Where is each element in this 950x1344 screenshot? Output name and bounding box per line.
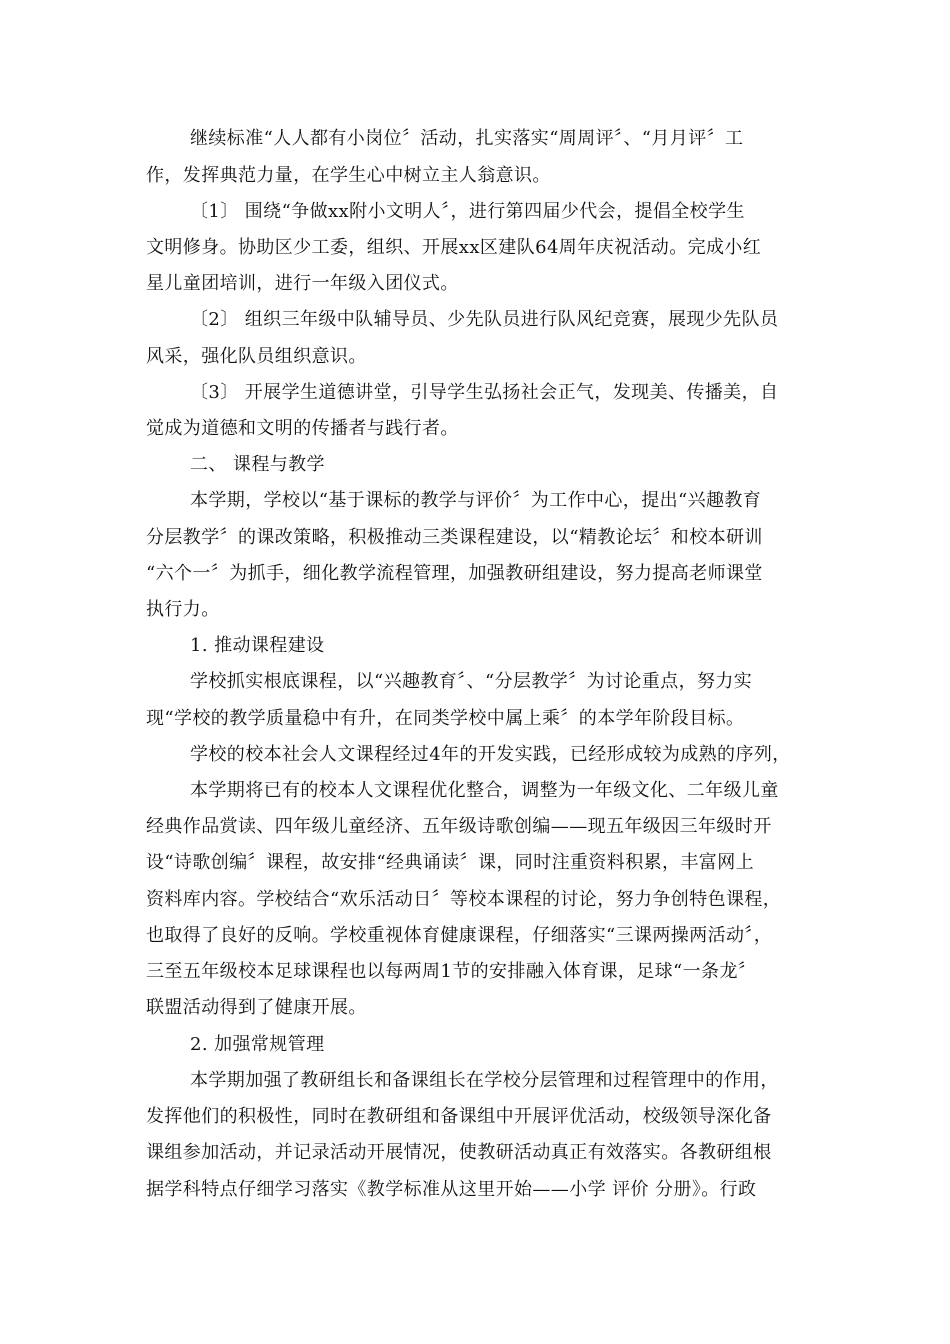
text-line: 学校抓实根底课程，以“兴趣教育〞、“分层教学〞为讨论重点，努力实 [190,671,753,692]
text-line: 联盟活动得到了健康开展。 [146,997,367,1018]
text-line: 也取得了良好的反响。学校重视体育健康课程，仔细落实“三课两操两活动〞， [146,925,773,946]
text-line: 风采，强化队员组织意识。 [146,346,367,367]
text-line: 学校的校本社会人文课程经过4年的开发实践，已经形成较为成熟的序列， [190,744,791,765]
list-item-2: 〔2〕 组织三年级中队辅导员、少先队员进行队风纪竞赛，展现少先队员 [190,309,779,330]
text-line: 现“学校的教学质量稳中有升，在同类学校中属上乘〞的本学年阶段目标。 [146,708,745,729]
text-line: 文明修身。协助区少工委，组织、开展xx区建队64周年庆祝活动。完成小红 [146,237,762,258]
text-line: 设“诗歌创编〞课程，故安排“经典诵读〞课，同时注重资料积累，丰富网上 [146,852,755,873]
text-line: 执行力。 [146,599,220,620]
section-heading: 二、 课程与教学 [190,454,325,475]
subsection-heading: 1. 推动课程建设 [190,635,325,656]
text-line: 星儿童团培训，进行一年级入团仪式。 [146,273,459,294]
text-line: 三至五年级校本足球课程也以每两周1节的安排融入体育课，足球“一条龙〞 [146,961,757,982]
text-line: 觉成为道德和文明的传播者与践行者。 [146,418,459,439]
subsection-heading: 2. 加强常规管理 [190,1034,325,1055]
text-line: 发挥他们的积极性，同时在教研组和备课组中开展评优活动，校级领导深化备 [146,1106,772,1127]
text-line: 据学科特点仔细学习落实《教学标准从这里开始——小学 评价 分册》。行政 [146,1179,757,1200]
text-line: “六个一〞为抓手，细化教学流程管理，加强教研组建设，努力提高老师课堂 [146,563,763,584]
text-line: 本学期将已有的校本人文课程优化整合，调整为一年级文化、二年级儿童 [190,780,779,801]
list-item-1: 〔1〕 围绕“争做xx附小文明人〞，进行第四届少代会，提倡全校学生 [190,201,745,222]
list-item-3: 〔3〕 开展学生道德讲堂，引导学生弘扬社会正气，发现美、传播美，自 [190,382,779,403]
text-line: 课组参加活动，并记录活动开展情况，使教研活动真正有效落实。各教研组根 [146,1142,772,1163]
text-line: 资料库内容。学校结合“欢乐活动日〞等校本课程的讨论，努力争创特色课程， [146,889,782,910]
text-line: 本学期加强了教研组长和备课组长在学校分层管理和过程管理中的作用， [190,1070,779,1091]
text-line: 继续标准“人人都有小岗位〞活动，扎实落实“周周评〞、“月月评〞工 [190,128,744,149]
text-line: 经典作品赏读、四年级儿童经济、五年级诗歌创编——现五年级因三年级时开 [146,816,772,837]
text-line: 本学期，学校以“基于课标的教学与评价〞为工作中心，提出“兴趣教育 [190,490,762,511]
text-line: 分层教学〞的课改策略，积极推动三类课程建设，以“精教论坛〞和校本研训 [146,527,763,548]
text-line: 作，发挥典范力量，在学生心中树立主人翁意识。 [146,165,551,186]
